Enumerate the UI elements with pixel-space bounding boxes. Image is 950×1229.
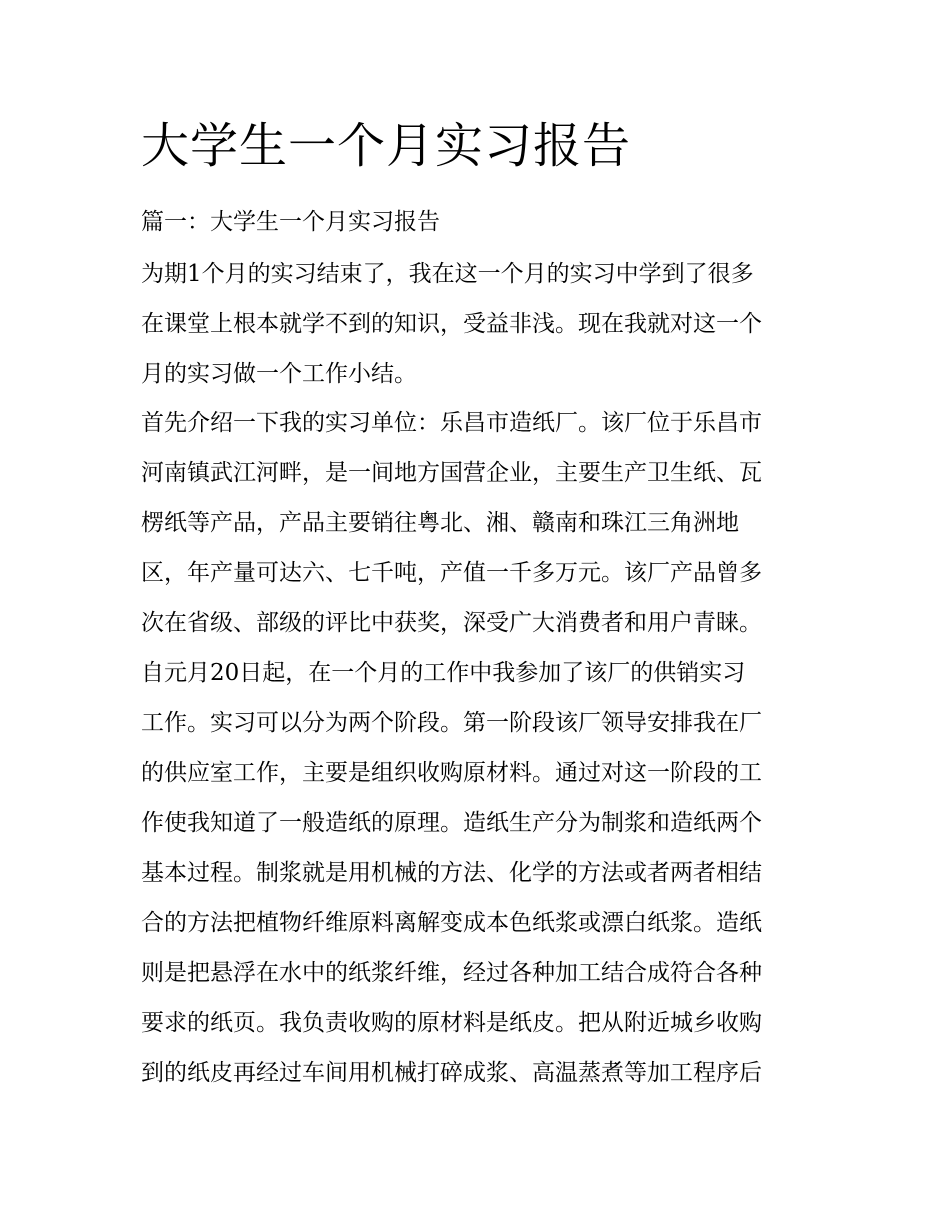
body-line: 自元月20日起，在一个月的工作中我参加了该厂的供销实习 bbox=[141, 660, 746, 686]
body-line: 河南镇武江河畔，是一间地方国营企业，主要生产卫生纸、瓦 bbox=[141, 460, 762, 486]
body-line: 楞纸等产品，产品主要销往粤北、湘、赣南和珠江三角洲地 bbox=[141, 510, 739, 536]
document-title: 大学生一个月实习报告 bbox=[141, 118, 632, 174]
body-line: 为期1个月的实习结束了，我在这一个月的实习中学到了很多 bbox=[141, 261, 754, 287]
body-line: 的供应室工作，主要是组织收购原材料。通过对这一阶段的工 bbox=[141, 760, 762, 786]
body-line: 区，年产量可达六、七千吨，产值一千多万元。该厂产品曾多 bbox=[141, 560, 762, 586]
body-line: 作使我知道了一般造纸的原理。造纸生产分为制浆和造纸两个 bbox=[141, 810, 762, 836]
body-line: 到的纸皮再经过车间用机械打碎成浆、高温蒸煮等加工程序后 bbox=[141, 1060, 762, 1086]
body-line: 合的方法把植物纤维原料离解变成本色纸浆或漂白纸浆。造纸 bbox=[141, 910, 762, 936]
body-line: 月的实习做一个工作小结。 bbox=[141, 361, 417, 387]
body-line: 要求的纸页。我负责收购的原材料是纸皮。把从附近城乡收购 bbox=[141, 1010, 762, 1036]
body-line: 首先介绍一下我的实习单位：乐昌市造纸厂。该厂位于乐昌市 bbox=[141, 410, 762, 436]
body-line: 次在省级、部级的评比中获奖，深受广大消费者和用户青睐。 bbox=[141, 610, 762, 636]
body-line: 在课堂上根本就学不到的知识，受益非浅。现在我就对这一个 bbox=[141, 311, 762, 337]
body-line: 工作。实习可以分为两个阶段。第一阶段该厂领导安排我在厂 bbox=[141, 710, 762, 736]
section-heading: 篇一：大学生一个月实习报告 bbox=[141, 209, 440, 235]
body-line: 则是把悬浮在水中的纸浆纤维，经过各种加工结合成符合各种 bbox=[141, 960, 762, 986]
body-line: 基本过程。制浆就是用机械的方法、化学的方法或者两者相结 bbox=[141, 860, 762, 886]
